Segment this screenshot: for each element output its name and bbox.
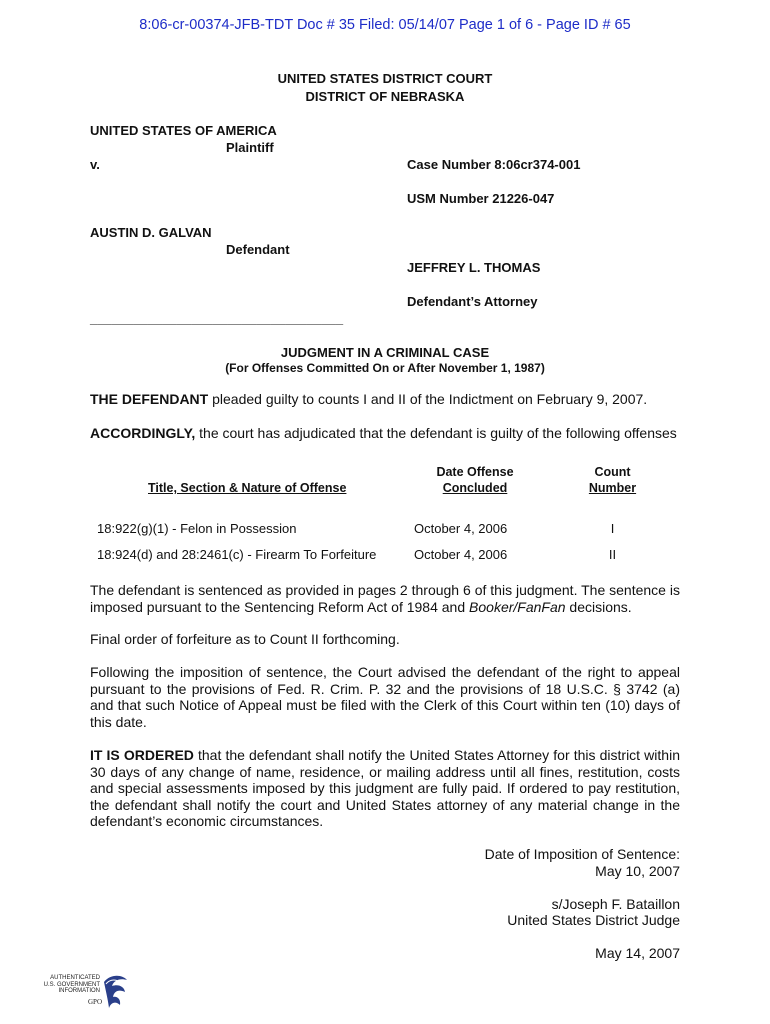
eagle-icon — [100, 972, 130, 1014]
table-row-date: October 4, 2006 — [414, 521, 508, 536]
accordingly-lead: ACCORDINGLY, — [90, 425, 196, 441]
sentence-paragraph — [90, 582, 680, 615]
caption-rule: ___________________________________ — [90, 311, 344, 326]
judgment-subtitle: (For Offenses Committed On or After November 1, 1987) — [225, 361, 545, 375]
imposition-date: May 10, 2007 — [595, 863, 680, 879]
attorney-name: JEFFREY L. THOMAS — [407, 260, 541, 275]
header-date-line2: Concluded — [442, 481, 508, 495]
table-row-offense: 18:922(g)(1) - Felon in Possession — [97, 521, 297, 536]
gpo-line1: AUTHENTICATED — [50, 975, 100, 981]
header-count-line1: Count — [594, 465, 631, 479]
judge-signature: s/Joseph F. Bataillon — [551, 896, 680, 912]
defendant-role: Defendant — [226, 242, 290, 257]
sentence-text-a: The defendant is sentenced as provided in pages 2 through 6 of this judgment. The sentence is imposed pursuant to the Sentencing Reform Act of 1984 and — [90, 582, 680, 615]
table-row-offense: 18:924(d) and 28:2461(c) - Firearm To Forfeiture — [97, 547, 377, 562]
table-row-date: October 4, 2006 — [414, 547, 508, 562]
ordered-lead: IT IS ORDERED — [90, 747, 194, 763]
versus: v. — [90, 157, 100, 172]
gpo-line2: U.S. GOVERNMENT — [43, 981, 100, 988]
table-row-count: II — [608, 547, 617, 562]
header-date-line1: Date Offense — [436, 465, 514, 479]
imposition-label: Date of Imposition of Sentence: — [484, 846, 680, 862]
accordingly-text: the court has adjudicated that the defendant is guilty of the following offenses — [195, 425, 677, 441]
gpo-logo — [36, 968, 136, 1016]
attorney-role: Defendant’s Attorney — [407, 294, 538, 309]
forfeiture-paragraph: Final order of forfeiture as to Count II forthcoming. — [90, 631, 400, 647]
court-name: UNITED STATES DISTRICT COURT — [277, 71, 493, 86]
appeal-paragraph: Following the imposition of sentence, the Court advised the defendant of the right to appeal pursuant to the provisions of Fed. R. Crim. P. 32 and the provisions of 18 U.S.C. § 3742 (a) and that such Notice of Appeal must be filed with the Clerk of this Court within ten (10) days of this date. — [90, 664, 680, 730]
ordered-text: that the defendant shall notify the United States Attorney for this district within 30 days of any change of name, residence, or mailing address until all fines, restitution, costs and special assessments imposed by this judgment are fully paid. If ordered to pay restitution, the defendant shall notify the court and United States attorney of any material change in the defendant’s economic circumstances. — [90, 747, 680, 829]
plaintiff-role: Plaintiff — [226, 140, 274, 155]
filing-header: 8:06-cr-00374-JFB-TDT Doc # 35 Filed: 05/14/07 Page 1 of 6 - Page ID # 65 — [139, 17, 631, 33]
defendant-statement-text: pleaded guilty to counts I and II of the Indictment on February 9, 2007. — [208, 391, 648, 407]
header-offense: Title, Section & Nature of Offense — [148, 481, 347, 495]
plaintiff-name: UNITED STATES OF AMERICA — [90, 123, 277, 138]
sentence-italic: Booker/FanFan — [469, 598, 566, 615]
defendant-name: AUSTIN D. GALVAN — [90, 225, 212, 240]
sentence-text-b: decisions. — [565, 598, 632, 615]
gpo-logo-text — [42, 975, 100, 995]
gpo-mark: GPO — [88, 998, 103, 1006]
court-district: DISTRICT OF NEBRASKA — [305, 89, 465, 104]
defendant-statement-lead: THE DEFENDANT — [90, 391, 209, 407]
header-count-line2: Number — [588, 481, 637, 495]
accordingly-statement — [90, 425, 677, 441]
gpo-line3: INFORMATION — [58, 988, 100, 994]
table-row-count: I — [610, 521, 615, 536]
judge-title: United States District Judge — [507, 912, 680, 928]
defendant-statement — [90, 391, 647, 407]
signed-date: May 14, 2007 — [595, 945, 680, 961]
case-number: Case Number 8:06cr374-001 — [407, 157, 581, 172]
ordered-paragraph — [90, 747, 680, 830]
judgment-title: JUDGMENT IN A CRIMINAL CASE — [280, 345, 490, 360]
usm-number: USM Number 21226-047 — [407, 191, 555, 206]
